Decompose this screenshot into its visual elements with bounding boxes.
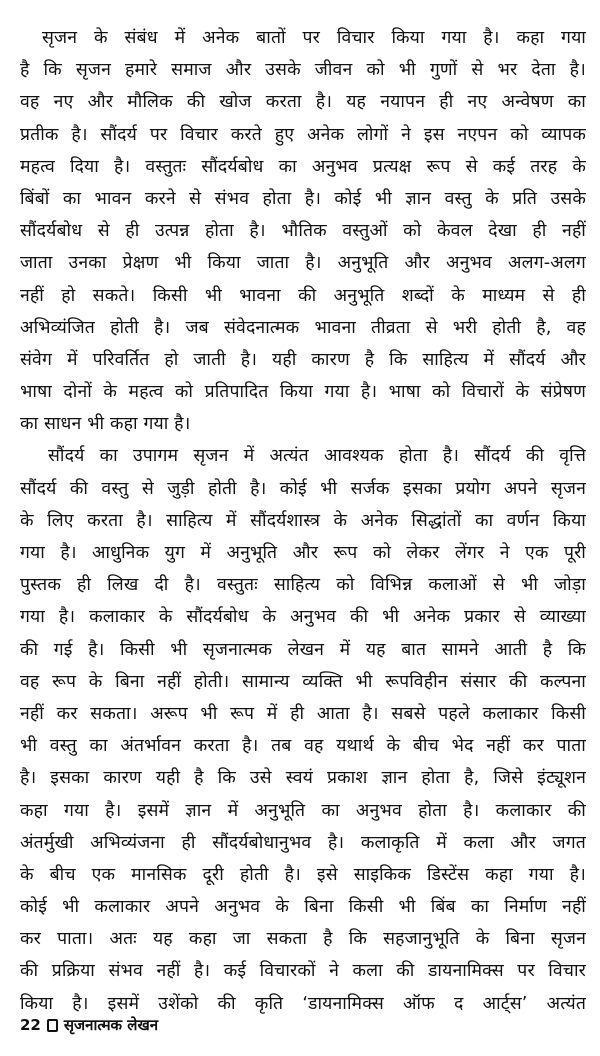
text-line: गया है। आधुनिक युग में अनुभूति और रूप को लेकर लेंगर ने एक पूरी [20,543,586,563]
text-line: कहा गया है। इसमें ज्ञान में अनुभूति का अनुभव होता है। कलाकार की [20,800,586,821]
text-line: है। इसका कारण यही है कि उसे स्वयं प्रकाश ज्ञान होता है, जिसे इंट्यूशन [20,768,586,789]
text-line: के बीच एक मानसिक दूरी होती है। इसे साइकिक डिस्टेंस कहा गया है। [20,864,586,885]
text-line: वह रूप के बिना नहीं होती। सामान्य व्यक्ति भी रूपविहीन संसार की कल्पना [20,671,586,692]
text-line: प्रतीक है। सौंदर्य पर विचार करते हुए अनेक लोगों ने इस नएपन को व्यापक [20,124,586,145]
text-line: नहीं कर सकता। अरूप भी रूप में ही आता है। सबसे पहले कलाकार किसी [20,703,586,724]
text-line: भी वस्तु का अंतर्भावन करता है। तब वह यथार्थ के बीच भेद नहीं कर पाता [20,736,586,757]
text-line: अभिव्यंजित होती है। जब संवेदनात्मक भावना तीव्रता से भरी होती है, वह [20,317,586,338]
text-line: अंतर्मुखी अभिव्यंजना ही सौंदर्यबोधानुभव है। कलाकृति में कला और जगत [20,832,586,853]
text-line: गया है। कलाकार के सौंदर्यबोध के अनुभव की भी अनेक प्रकार से व्याख्या [20,607,586,628]
text-line: बिंबों का भावन करने से संभव होता है। कोई भी ज्ञान वस्तु के प्रति उसके [20,188,586,209]
text-line: सौंदर्य की वस्तु से जुड़ी होती है। कोई भी सर्जक इसका प्रयोग अपने सृजन [20,478,586,499]
text-line: है कि सृजन हमारे समाज और उसके जीवन को भी गुणों से भर देता है। [20,60,586,81]
text-line: किया है। इसमें उशेंको की कृति ‘डायनामिक्स ऑफ द आर्ट्स’ अत्यंत [20,993,586,1014]
text-line: वह नए और मौलिक की खोज करता है। यह नयापन ही नए अन्वेषण का [20,92,586,113]
page-number: 22 [20,1016,41,1034]
text-line: का साधन भी कहा गया है। [20,414,191,435]
text-line: संवेग में परिवर्तित हो जाती है। यही कारण है कि साहित्य में सौंदर्य और [20,349,586,370]
text-line: नहीं हो सकते। किसी भी भावना की अनुभूति शब्दों के माध्यम से ही [20,285,586,306]
text-line: सौंदर्यबोध से ही उत्पन्न होता है। भौतिक वस्तुओं को केवल देखा ही नहीं [20,221,586,242]
text-line: कोई भी कलाकार अपने अनुभव के बिना किसी भी बिंब का निर्माण नहीं [20,897,586,918]
text-line: पुस्तक ही लिख दी है। वस्तुतः साहित्य को विभिन्न कलाओं से भी जोड़ा [20,575,586,596]
text-line: सौंदर्य का उपागम सृजन में अत्यंत आवश्यक होता है। सौंदर्य की वृत्ति [48,446,586,467]
text-line: के लिए करता है। साहित्य में सौंदर्यशास्त्र के अनेक सिद्धांतों का वर्णन किया [20,510,586,531]
text-line: महत्व दिया है। वस्तुतः सौंदर्यबोध का अनुभव प्रत्यक्ष रूप से कई तरह के [20,156,586,177]
book-title: सृजनात्मक लेखन [63,1016,159,1034]
text-line: की गई है। किसी भी सृजनात्मक लेखन में यह बात सामने आती है कि [20,639,586,660]
text-line: सृजन के संबंध में अनेक बातों पर विचार किया गया है। कहा गया [42,28,586,48]
text-line: की प्रक्रिया संभव नहीं है। कई विचारकों ने कला की डायनामिक्स पर विचार [20,961,586,982]
body-text [20,22,586,1020]
text-line: कर पाता। अतः यह कहा जा सकता है कि सहजानुभूति के बिना सृजन [20,929,586,950]
text-line: जाता उनका प्रेक्षण भी किया जाता है। अनुभूति और अनुभव अलग-अलग [20,253,586,274]
square-box-icon [47,1019,58,1032]
text-line: भाषा दोनों के महत्व को प्रतिपादित किया गया है। भाषा को विचारों के संप्रेषण [20,382,586,403]
page-footer [20,1012,158,1038]
